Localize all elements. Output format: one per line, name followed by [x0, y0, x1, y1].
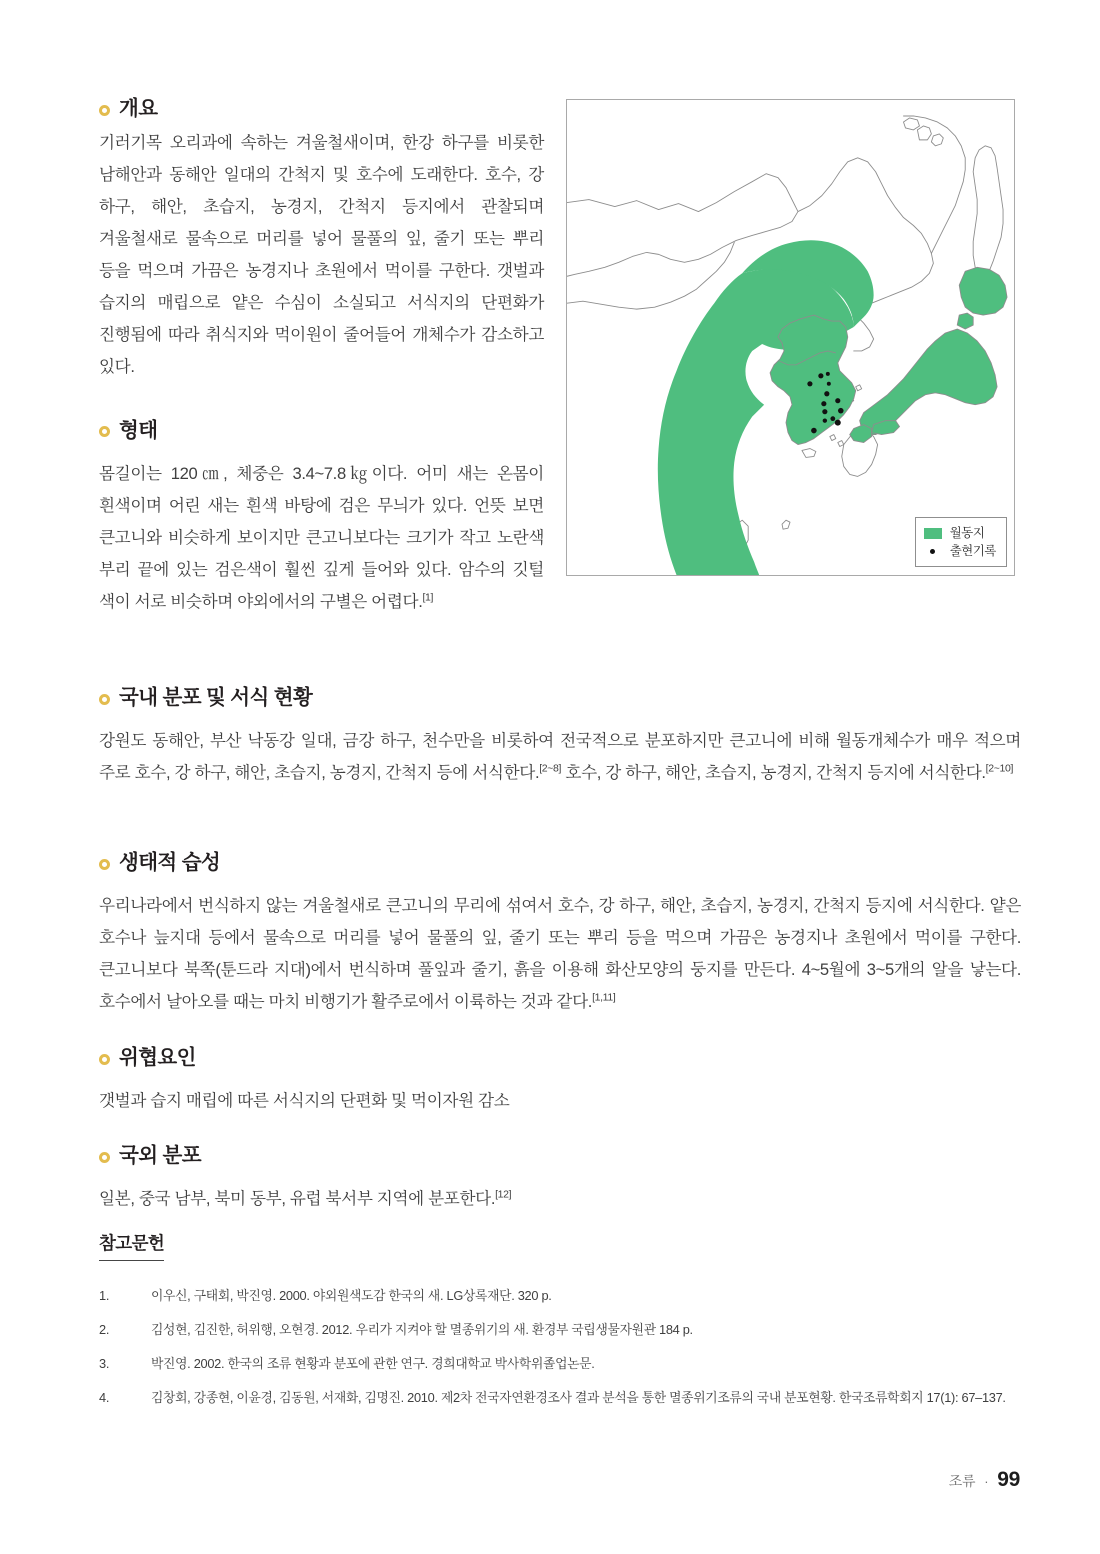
section-body-global-text: 일본, 중국 남부, 북미 동부, 유럽 북서부 지역에 분포한다.: [99, 1189, 496, 1209]
reference-number: 3.: [99, 1356, 110, 1371]
reference-text: 김창회, 강종현, 이윤경, 김동원, 서재화, 김명진. 2010. 제2차 전국자연환경조사 결과 분석을 통한 멸종위기조류의 국내 분포현황. 한국조류학회지 17(1): 67–137.: [151, 1390, 1006, 1405]
section-heading-threat: [99, 1048, 1021, 1069]
section-heading-overview-label: 개요: [119, 97, 158, 120]
page-footer: [949, 1468, 1020, 1492]
bullet-ring-icon: [99, 859, 110, 870]
footer-category-label: 조류: [948, 1473, 976, 1489]
section-heading-domestic-label: 국내 분포 및 서식 현황: [119, 686, 313, 709]
distribution-map: [566, 99, 1015, 576]
bullet-ring-icon: [99, 694, 110, 705]
korean-peninsula-area: [770, 315, 856, 444]
references-section: [99, 1230, 1021, 1419]
reference-item: [99, 1351, 1021, 1376]
legend-swatch-icon: [924, 528, 942, 539]
section-domestic-distribution: [99, 671, 1021, 806]
section-heading-ecology-label: 생태적 습성: [119, 851, 221, 874]
legend-label-wintering: 월동지: [949, 526, 985, 540]
bullet-ring-icon: [99, 1152, 110, 1163]
section-heading-form-label: 형태: [119, 418, 158, 442]
reference-text: 김성현, 김진한, 허위행, 오현경. 2012. 우리가 지켜야 할 멸종위기의 새. 환경부 국립생물자원관 184 p.: [151, 1322, 693, 1337]
section-heading-threat-label: 위협요인: [119, 1046, 196, 1069]
section-heading-form: [99, 418, 544, 442]
legend-row-occurrence: [924, 542, 996, 560]
bullet-ring-icon: [99, 1054, 110, 1065]
legend-label-occurrence: 출현기록: [949, 544, 996, 558]
citation-ref: [2~8]: [539, 762, 562, 775]
section-global-distribution: [99, 1129, 1021, 1232]
section-body-form-text: 몸길이는 120㎝, 체중은 3.4~7.8㎏이다. 어미 새는 온몸이 흰색이며 어린 새는 흰색 바탕에 검은 무늬가 있다. 언뜻 보면 큰고니와 비슷하게 보이지만 큰고니보다는 크기가 작고 노란색 부리 끝에 있는 검은색이 훨씬 깊게 들어와 있다. 암수의 깃털 색이 서로 비슷하며 야외에서의 구별은 어렵다.: [99, 463, 544, 611]
legend-row-wintering: [924, 524, 996, 542]
section-ecology: [99, 836, 1021, 1035]
citation-ref: [1,11]: [592, 991, 616, 1004]
map-svg: [567, 100, 1014, 575]
section-heading-global: [99, 1146, 1021, 1167]
reference-item: [99, 1283, 1021, 1308]
section-body-threat: 갯벌과 습지 매립에 따른 서식지의 단편화 및 먹이자원 감소: [99, 1091, 510, 1111]
section-body-domestic-text-2: 호수, 강 하구, 해안, 초습지, 농경지, 간척지 등지에 서식한다.: [561, 763, 986, 783]
section-body-domestic-text-1: 강원도 동해안, 부산 낙동강 일대, 금강 하구, 천수만을 비롯하여 전국적으로 분포하지만 큰고니에 비해 월동개체수가 매우 적으며 주로 호수, 강 하구, 해안, 초습지, 농경지, 간척지 등에 서식한다.: [99, 731, 1021, 783]
reference-number: 1.: [99, 1288, 110, 1303]
section-body-form: [99, 458, 544, 618]
section-body-overview: 기러기목 오리과에 속하는 겨울철새이며, 한강 하구를 비롯한 남해안과 동해안 일대의 간척지 및 호수에 도래한다. 호수, 강 하구, 해안, 초습지, 농경지, 간척지 등지에서 관찰되며 겨울철새로 물속으로 머리를 넣어 물풀의 잎, 줄기 또는 뿌리 등을 먹으며 가끔은 농경지나 초원에서 먹이를 구한다. 갯벌과 습지의 매립으로 얕은 수심이 소실되고 서식지의 단편화가 진행됨에 따라 취식지와 먹이원이 줄어들어 개체수가 감소하고 있다.: [99, 132, 544, 376]
left-text-column: [99, 99, 544, 634]
reference-text: 이우신, 구태회, 박진영. 2000. 야외원색도감 한국의 새. LG상록재단. 320 p.: [151, 1288, 552, 1303]
bullet-ring-icon: [99, 426, 110, 437]
reference-number: 2.: [99, 1322, 110, 1337]
reference-number: 4.: [99, 1390, 110, 1405]
map-legend: [915, 517, 1007, 567]
section-body-ecology-text: 우리나라에서 번식하지 않는 겨울철새로 큰고니의 무리에 섞여서 호수, 강 하구, 해안, 초습지, 농경지, 간척지 등지에 서식한다. 얕은 호수나 늪지대 등에서 물속으로 머리를 넣어 물풀의 잎, 줄기 또는 뿌리 등을 먹으며 가끔은 농경지나 초원에서 먹이를 구한다. 큰고니보다 북쪽(툰드라 지대)에서 번식하며 풀잎과 줄기, 흙을 이용해 화산모양의 둥지를 만든다. 4~5월에 3~5개의 알을 낳는다. 호수에서 날아오를 때는 마치 비행기가 활주로에서 이륙하는 것과 같다.: [99, 896, 1021, 1012]
reference-text: 박진영. 2002. 한국의 조류 현황과 분포에 관한 연구. 경희대학교 박사학위졸업논문.: [151, 1356, 595, 1371]
footer-separator: ·: [984, 1474, 989, 1489]
section-heading-domestic: [99, 688, 1021, 709]
reference-item: [99, 1317, 1021, 1342]
reference-item: [99, 1385, 1021, 1410]
section-body-domestic: [99, 725, 1021, 789]
section-threat-factors: [99, 1031, 1021, 1134]
bullet-ring-icon: [99, 105, 110, 116]
legend-dot-icon: [924, 549, 942, 554]
citation-ref: [12]: [495, 1188, 512, 1201]
footer-page-number: 99: [997, 1468, 1020, 1491]
section-heading-ecology: [99, 853, 1021, 874]
section-body-global: [99, 1183, 1021, 1215]
citation-ref: [2~10]: [985, 762, 1014, 775]
citation-ref: [1]: [422, 591, 434, 604]
section-heading-overview: [99, 99, 544, 120]
references-title: 참고문헌: [99, 1230, 164, 1261]
section-heading-global-label: 국외 분포: [119, 1144, 201, 1167]
section-body-ecology: [99, 890, 1021, 1018]
